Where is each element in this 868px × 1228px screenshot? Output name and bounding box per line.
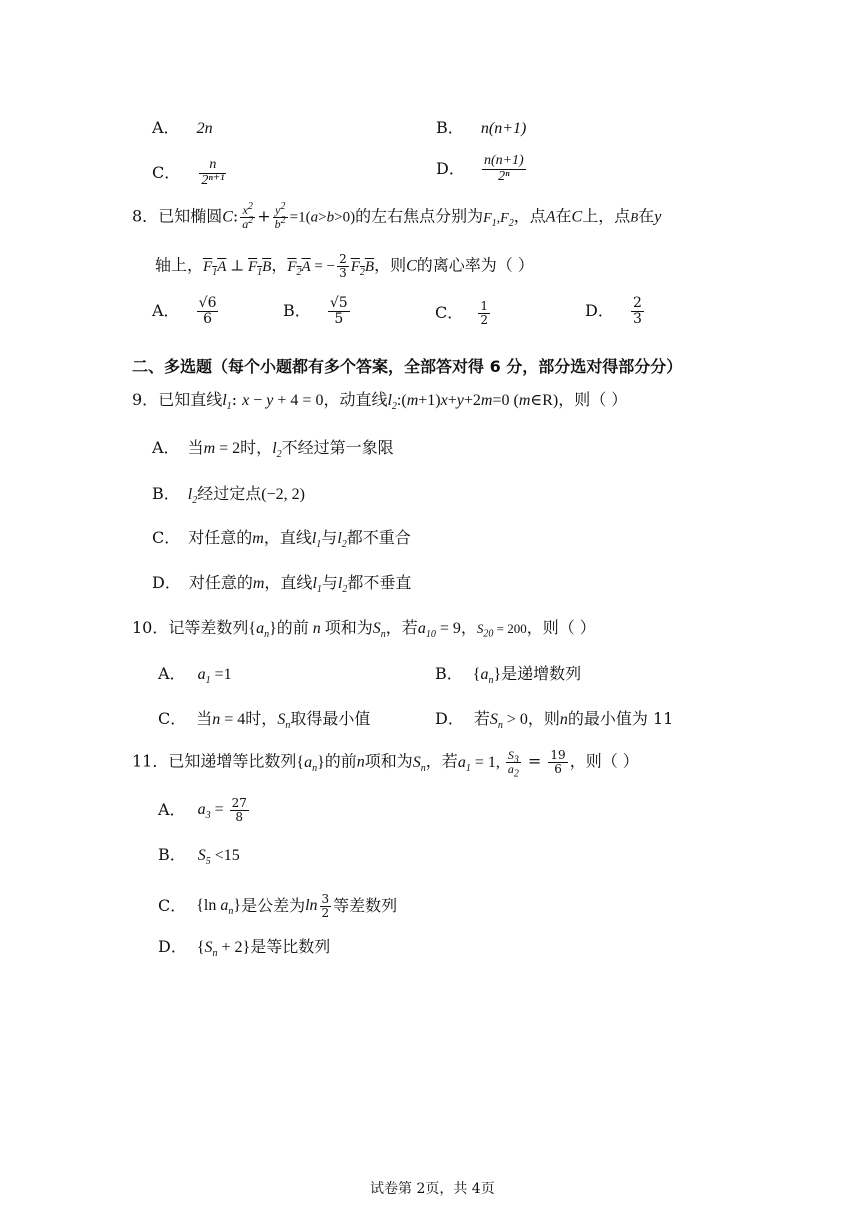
- q9-stem: 9．已知直线$l_1$: x − y + 4 = 0，动直线$l_2:(m+1)x+y+2m=0$ (m∈R)，则（ ）: [132, 390, 628, 413]
- option-label: C．: [152, 163, 181, 183]
- option-label: B．: [152, 484, 180, 503]
- q9-option-c: C． 对任意的m，直线$l_1$与$l_2$都不重合: [152, 528, 411, 551]
- q7-option-c: [152, 158, 228, 188]
- option-text: 与: [321, 573, 338, 592]
- denominator: 2ⁿ: [498, 168, 510, 184]
- q10-option-c: C． 当n = 4时，$S_n$取得最小值: [158, 709, 371, 732]
- stem-text: 已知递增等比数列: [168, 751, 297, 771]
- option-label: A．: [152, 118, 180, 137]
- q8-option-a: [152, 296, 220, 326]
- stem-text: 在: [555, 206, 572, 226]
- numerator: 1: [480, 299, 488, 313]
- q11-stem: 11．已知递增等比数列$\{a_n\}$的前n项和为$S_n$，若$a_1 = 1$, $\frac{S_3}{a_2}$ = $\frac{19}{6}$ ，则（ ）: [132, 748, 639, 779]
- stem-text: 的左右焦点分别为: [355, 206, 484, 226]
- q8-option-b: [283, 296, 352, 326]
- option-label: D．: [152, 573, 181, 592]
- fraction: [482, 154, 526, 184]
- stem-text: 的前: [324, 751, 357, 771]
- stem-text: ，动直线: [323, 390, 388, 409]
- fraction: [197, 296, 219, 326]
- denominator: 5: [334, 310, 344, 327]
- option-text: 是递增数列: [501, 664, 582, 683]
- stem-text: 的前: [276, 618, 309, 637]
- option-text: 与: [321, 528, 338, 547]
- option-text: 经过定点: [197, 484, 262, 503]
- q9-option-a: A． 当m = 2时，$l_2$不经过第一象限: [152, 438, 394, 461]
- q10-stem: 10．记等差数列$\{a_n\}$的前 n 项和为$S_n$，若$a_{10} = 9$，$S_{20} = 200$，则（ ）: [132, 618, 596, 641]
- denominator: 2ⁿ⁺¹: [201, 172, 225, 188]
- option-label: D．: [436, 159, 465, 179]
- option-text: 等差数列: [333, 896, 398, 916]
- option-text: 是公差为: [241, 896, 306, 916]
- option-text: 当: [196, 709, 213, 728]
- numerator: √6: [198, 295, 217, 311]
- option-label: A．: [152, 438, 180, 457]
- stem-text: 项和为: [364, 751, 413, 771]
- q11-option-c: C． {ln $a_n$}是公差为ln $\frac{3}{2}$ 等差数列: [158, 892, 398, 920]
- denominator: 6: [203, 310, 213, 327]
- question-number: 11．: [132, 751, 169, 771]
- option-text: 对任意的: [188, 528, 253, 547]
- stem-text: ，则（ ）: [569, 751, 639, 771]
- q8-option-d: [585, 296, 646, 326]
- q9-option-d: D． 对任意的m，直线$l_1$与$l_2$都不垂直: [152, 573, 412, 596]
- option-text: 的最小值为 11: [567, 709, 674, 728]
- fraction: [478, 300, 490, 326]
- stem-text: ，若: [385, 618, 418, 637]
- numerator: √5: [329, 295, 348, 311]
- option-text: 时，: [245, 709, 278, 728]
- stem-text: 已知椭圆: [158, 206, 223, 226]
- numerator: n(n+1): [483, 153, 524, 168]
- fraction: $\frac{2}{3}$: [339, 252, 347, 280]
- option-text: 都不垂直: [347, 573, 412, 592]
- stem-text: 项和为: [324, 618, 373, 637]
- stem-text: ，则（ ）: [558, 390, 628, 409]
- q11-option-a: A． $a_3$ = $\frac{27}{8}$: [158, 796, 247, 824]
- option-label: C．: [158, 896, 187, 916]
- stem-text: 轴上，: [155, 255, 204, 275]
- fraction: $\frac{3}{2}$: [321, 892, 330, 920]
- fraction: [631, 296, 644, 326]
- numerator: 2: [632, 295, 642, 311]
- option-label: B．: [283, 301, 311, 321]
- fraction: [199, 158, 226, 188]
- denominator: 2: [480, 312, 488, 327]
- option-text: ，直线: [263, 528, 312, 547]
- stem-text: ，则: [374, 255, 407, 275]
- option-text: ，则: [527, 709, 560, 728]
- fraction: $\frac{x^2}{a^2}$: [242, 201, 254, 231]
- option-label: B．: [435, 664, 463, 683]
- stem-text: ，则（ ）: [526, 618, 596, 637]
- q8-option-c: [435, 300, 492, 326]
- q8-stem-line1: 8．已知椭圆C: $\frac{x^2}{a^2}$ + $\frac{y^2}{b^2}$ =1(a>b>0)的左右焦点分别为$F_1,F_2$，点A在C上，点B在y: [132, 201, 662, 231]
- option-label: C．: [435, 303, 464, 323]
- fraction: $\frac{y^2}{b^2}$: [274, 201, 286, 231]
- q9-option-b: B． $l_2$经过定点(−2, 2): [152, 484, 305, 507]
- page-footer: 试卷第 2页，共 4页: [370, 1181, 495, 1197]
- stem-text: 的离心率为（ ）: [416, 255, 534, 275]
- stem-text: 记等差数列: [168, 618, 249, 637]
- fraction: [328, 296, 350, 326]
- q10-option-b: B． $\{a_n\}$是递增数列: [435, 664, 582, 687]
- stem-text: 上，点: [582, 206, 631, 226]
- option-text: 取得最小值: [290, 709, 371, 728]
- stem-text: ，: [460, 618, 477, 637]
- stem-text: 在: [638, 206, 655, 226]
- option-text: 是等比数列: [250, 937, 331, 956]
- option-label: B．: [158, 845, 186, 864]
- stem-text: 已知直线: [158, 390, 223, 409]
- stem-text: ，点: [513, 206, 546, 226]
- math-ellipse: C: [222, 208, 233, 226]
- question-number: 10．: [132, 618, 169, 637]
- option-label: A．: [158, 800, 186, 820]
- question-number: 8．: [132, 206, 159, 226]
- option-text: 若: [473, 709, 490, 728]
- option-label: D．: [585, 301, 614, 321]
- q7-option-d: [436, 154, 528, 184]
- q7-option-b: [436, 120, 526, 137]
- option-text: 当: [187, 438, 204, 457]
- option-label: D．: [158, 937, 187, 956]
- option-label: C．: [152, 528, 181, 547]
- q10-option-a: A． $a_1 =1$: [158, 664, 232, 687]
- option-label: A．: [158, 664, 186, 683]
- fraction: $\frac{27}{8}$: [231, 796, 247, 824]
- option-label: D．: [435, 709, 464, 728]
- question-number: 9．: [132, 390, 159, 409]
- denominator: 3: [632, 310, 642, 327]
- option-text: 不经过第一象限: [281, 438, 394, 457]
- q11-option-d: D． $\{S_n + 2\}$是等比数列: [158, 937, 331, 960]
- option-label: A．: [152, 301, 180, 321]
- q7-option-a: [152, 120, 213, 137]
- option-text: 都不重合: [346, 528, 411, 547]
- option-text: 时，: [240, 438, 273, 457]
- option-label: B．: [436, 118, 464, 137]
- fraction: $\frac{19}{6}$: [550, 748, 566, 776]
- option-label: C．: [158, 709, 187, 728]
- option-text: ，直线: [264, 573, 313, 592]
- q8-stem-line2: 轴上，$F_1A$ ⊥ $F_1B$，$F_2A$ = − $\frac{2}{3}$ $F_2B$，则C的离心率为（ ）: [155, 252, 534, 280]
- numerator: n: [199, 158, 226, 174]
- option-text: 对任意的: [188, 573, 253, 592]
- q10-option-d: D． 若$S_n > 0$，则n的最小值为 11: [435, 709, 674, 732]
- q11-option-b: B． $S_5 <15$: [158, 845, 240, 868]
- option-expr: 2n: [196, 120, 213, 137]
- section-heading: 二、多选题（每个小题都有多个答案，全部答对得 6 分，部分选对得部分分）: [132, 357, 683, 376]
- fraction: $\frac{S_3}{a_2}$: [507, 748, 519, 779]
- stem-text: ，若: [425, 751, 458, 771]
- option-expr: n(n+1): [480, 120, 527, 137]
